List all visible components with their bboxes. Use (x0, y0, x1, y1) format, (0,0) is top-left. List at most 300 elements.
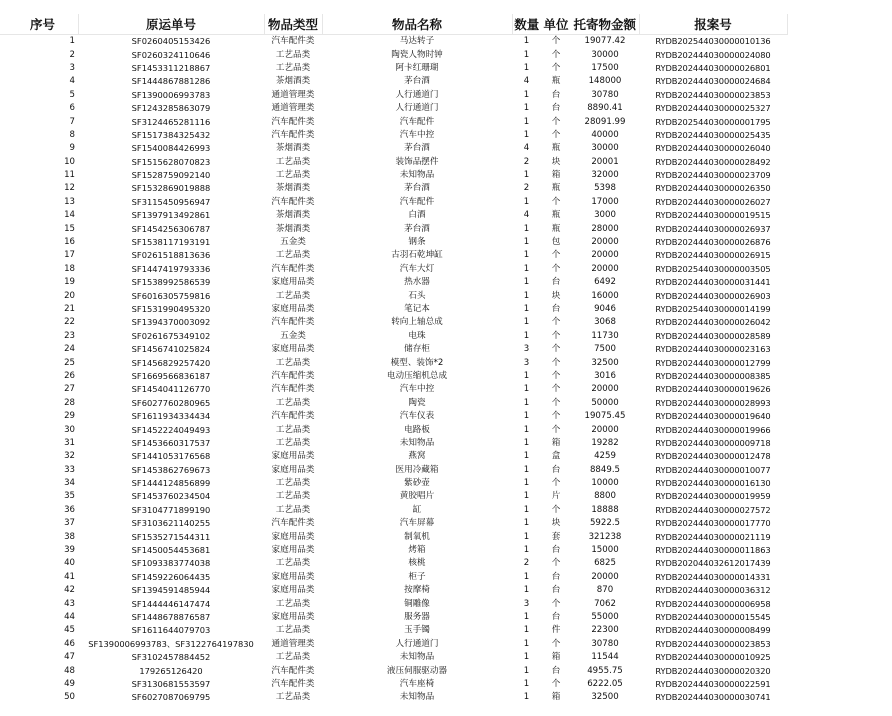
cell-index[interactable]: 22 (64, 317, 75, 328)
cell-report-no[interactable]: RYDB202444030000019959 (655, 491, 771, 502)
cell-amount[interactable]: 8890.41 (587, 103, 623, 114)
cell-unit[interactable]: 台 (551, 304, 561, 314)
cell-amount[interactable]: 5398 (594, 183, 616, 194)
cell-item-name[interactable]: 茅台酒 (404, 183, 430, 194)
cell-quantity[interactable]: 1 (523, 384, 530, 395)
cell-source-no[interactable]: SF1394370003092 (131, 317, 211, 328)
cell-amount[interactable]: 20000 (591, 237, 619, 248)
cell-category[interactable]: 通道管理类 (271, 638, 315, 649)
cell-item-name[interactable]: 转向上轴总成 (391, 317, 443, 328)
cell-unit[interactable]: 台 (551, 545, 561, 556)
cell-report-no[interactable]: RYDB202444030000010077 (655, 464, 771, 475)
cell-unit[interactable]: 个 (551, 129, 561, 140)
cell-amount[interactable]: 4955.75 (587, 665, 623, 676)
cell-quantity[interactable]: 1 (523, 652, 530, 663)
cell-item-name[interactable]: 储存柜 (404, 344, 430, 355)
cell-amount[interactable]: 32000 (591, 170, 619, 181)
cell-item-name[interactable]: 核桃 (408, 558, 426, 569)
cell-index[interactable]: 20 (64, 290, 75, 301)
cell-category[interactable]: 茶烟酒类 (275, 223, 311, 234)
cell-index[interactable]: 6 (69, 103, 75, 114)
cell-report-no[interactable]: RYDB202444030000024080 (655, 49, 771, 60)
cell-category[interactable]: 汽车配件类 (271, 384, 315, 395)
cell-category[interactable]: 汽车配件类 (271, 36, 315, 47)
cell-category[interactable]: 工艺品类 (275, 692, 311, 703)
cell-unit[interactable]: 片 (551, 491, 561, 502)
cell-item-name[interactable]: 石头 (408, 290, 426, 301)
cell-source-no[interactable]: SF1397913492861 (131, 210, 211, 221)
cell-unit[interactable]: 瓶 (551, 76, 561, 87)
cell-unit[interactable]: 个 (551, 424, 561, 435)
cell-index[interactable]: 33 (64, 464, 75, 475)
cell-source-no[interactable]: SF1394591485944 (131, 585, 211, 596)
cell-item-name[interactable]: 未知物品 (399, 652, 435, 663)
cell-index[interactable]: 38 (64, 531, 75, 542)
cell-report-no[interactable]: RYDB202444030000020320 (655, 665, 771, 676)
cell-category[interactable]: 家庭用品类 (271, 585, 315, 596)
cell-index[interactable]: 24 (64, 344, 75, 355)
cell-unit[interactable]: 台 (551, 571, 561, 582)
cell-quantity[interactable]: 4 (523, 76, 530, 87)
cell-source-no[interactable]: SF1611934334434 (131, 411, 211, 422)
cell-source-no[interactable]: SF0261518813636 (131, 250, 211, 261)
cell-report-no[interactable]: RYDB202544030000003505 (655, 263, 771, 274)
cell-item-name[interactable]: 汽车中控 (399, 129, 435, 140)
cell-item-name[interactable]: 未知物品 (399, 692, 435, 703)
cell-source-no[interactable]: SF3115450956947 (131, 196, 211, 207)
cell-source-no[interactable]: SF3124465281116 (131, 116, 211, 127)
cell-amount[interactable]: 20001 (591, 156, 619, 167)
cell-report-no[interactable]: RYDB202444030000016130 (655, 478, 771, 489)
cell-report-no[interactable]: RYDB202444030000028993 (655, 397, 771, 408)
cell-source-no[interactable]: SF0260324110646 (131, 49, 211, 60)
cell-category[interactable]: 汽车配件类 (271, 370, 315, 381)
cell-report-no[interactable]: RYDB202444030000022591 (655, 678, 771, 689)
cell-unit[interactable]: 个 (551, 678, 561, 689)
cell-report-no[interactable]: RYDB202444030000023163 (655, 344, 771, 355)
cell-amount[interactable]: 11730 (591, 330, 619, 341)
header-quantity[interactable]: 数量 (512, 14, 541, 35)
cell-index[interactable]: 11 (64, 170, 75, 181)
cell-unit[interactable]: 个 (551, 36, 561, 47)
cell-index[interactable]: 29 (64, 411, 75, 422)
cell-unit[interactable]: 个 (551, 504, 561, 515)
cell-item-name[interactable]: 阿卡红珊瑚 (395, 62, 439, 73)
cell-amount[interactable]: 22300 (591, 625, 619, 636)
cell-quantity[interactable]: 2 (523, 183, 530, 194)
cell-item-name[interactable]: 钢条 (408, 237, 426, 248)
cell-amount[interactable]: 28091.99 (584, 116, 626, 127)
cell-item-name[interactable]: 茅台酒 (404, 223, 430, 234)
cell-unit[interactable]: 个 (551, 196, 561, 207)
cell-quantity[interactable]: 1 (523, 36, 530, 47)
cell-source-no[interactable]: SF1454256306787 (131, 223, 211, 234)
cell-category[interactable]: 工艺品类 (275, 625, 311, 636)
cell-amount[interactable]: 870 (596, 585, 614, 596)
cell-source-no[interactable]: SF1390006993783、SF3122764197830 (88, 638, 254, 649)
cell-report-no[interactable]: RYDB202444030000026903 (655, 290, 771, 301)
header-source-no[interactable]: 原运单号 (78, 14, 264, 35)
cell-item-name[interactable]: 陶瓷人物时钟 (391, 49, 443, 60)
cell-quantity[interactable]: 1 (523, 665, 530, 676)
cell-source-no[interactable]: SF1531990495320 (131, 304, 211, 314)
cell-unit[interactable]: 个 (551, 62, 561, 73)
cell-quantity[interactable]: 1 (523, 638, 530, 649)
cell-index[interactable]: 21 (64, 304, 75, 314)
cell-unit[interactable]: 个 (551, 344, 561, 355)
cell-index[interactable]: 50 (64, 692, 75, 703)
cell-index[interactable]: 17 (64, 250, 75, 261)
cell-source-no[interactable]: SF1448678876587 (131, 611, 211, 622)
cell-report-no[interactable]: RYDB202444030000019640 (655, 411, 771, 422)
cell-index[interactable]: 9 (69, 143, 75, 154)
cell-report-no[interactable]: RYDB202444030000025327 (655, 103, 771, 114)
cell-item-name[interactable]: 烤箱 (408, 545, 426, 556)
cell-quantity[interactable]: 1 (523, 304, 530, 314)
cell-index[interactable]: 30 (64, 424, 75, 435)
cell-quantity[interactable]: 1 (523, 437, 530, 448)
cell-quantity[interactable]: 1 (523, 49, 530, 60)
cell-category[interactable]: 五金类 (280, 330, 306, 341)
cell-amount[interactable]: 11544 (591, 652, 619, 663)
cell-source-no[interactable]: SF1456741025824 (131, 344, 211, 355)
cell-item-name[interactable]: 制氧机 (404, 531, 430, 542)
cell-amount[interactable]: 16000 (591, 290, 619, 301)
cell-quantity[interactable]: 1 (523, 571, 530, 582)
cell-report-no[interactable]: RYDB202444030000008499 (655, 625, 771, 636)
cell-category[interactable]: 工艺品类 (275, 598, 311, 609)
cell-index[interactable]: 26 (64, 370, 75, 381)
cell-category[interactable]: 家庭用品类 (271, 277, 315, 288)
cell-category[interactable]: 工艺品类 (275, 170, 311, 181)
cell-source-no[interactable]: SF1532869019888 (131, 183, 211, 194)
cell-quantity[interactable]: 1 (523, 263, 530, 274)
cell-source-no[interactable]: SF1515628070823 (131, 156, 211, 167)
cell-index[interactable]: 48 (64, 665, 75, 676)
cell-report-no[interactable]: RYDB202444030000028589 (655, 330, 771, 341)
cell-quantity[interactable]: 1 (523, 170, 530, 181)
cell-item-name[interactable]: 汽车屏幕 (399, 518, 435, 529)
cell-source-no[interactable]: SF1535271544311 (131, 531, 211, 542)
cell-unit[interactable]: 个 (551, 330, 561, 341)
cell-source-no[interactable]: SF1093383774038 (131, 558, 211, 569)
cell-unit[interactable]: 个 (551, 478, 561, 489)
header-index[interactable]: 序号 (0, 14, 78, 35)
cell-index[interactable]: 44 (64, 611, 75, 622)
cell-category[interactable]: 家庭用品类 (271, 545, 315, 556)
cell-report-no[interactable]: RYDB202444030000010925 (655, 652, 771, 663)
cell-item-name[interactable]: 未知物品 (399, 437, 435, 448)
cell-quantity[interactable]: 1 (523, 129, 530, 140)
cell-index[interactable]: 14 (64, 210, 75, 221)
cell-quantity[interactable]: 1 (523, 397, 530, 408)
cell-unit[interactable]: 个 (551, 598, 561, 609)
cell-index[interactable]: 12 (64, 183, 75, 194)
cell-category[interactable]: 汽车配件类 (271, 129, 315, 140)
cell-amount[interactable]: 9046 (594, 304, 616, 314)
cell-source-no[interactable]: SF1441053176568 (131, 451, 211, 462)
cell-report-no[interactable]: RYDB202444030000026937 (655, 223, 771, 234)
cell-quantity[interactable]: 1 (523, 250, 530, 261)
cell-amount[interactable]: 4259 (594, 451, 616, 462)
cell-amount[interactable]: 17500 (591, 62, 619, 73)
cell-source-no[interactable]: SF1452224049493 (131, 424, 211, 435)
cell-amount[interactable]: 19282 (591, 437, 619, 448)
cell-unit[interactable]: 台 (551, 665, 561, 676)
cell-unit[interactable]: 个 (551, 370, 561, 381)
cell-unit[interactable]: 台 (551, 89, 561, 100)
cell-quantity[interactable]: 1 (523, 237, 530, 248)
cell-report-no[interactable]: RYDB202444030000036312 (655, 585, 771, 596)
cell-report-no[interactable]: RYDB202444030000031441 (655, 277, 771, 288)
cell-quantity[interactable]: 1 (523, 330, 530, 341)
cell-unit[interactable]: 箱 (551, 437, 561, 448)
cell-amount[interactable]: 50000 (591, 397, 619, 408)
cell-category[interactable]: 汽车配件类 (271, 263, 315, 274)
cell-source-no[interactable]: SF1453862769673 (131, 464, 211, 475)
cell-quantity[interactable]: 1 (523, 504, 530, 515)
cell-report-no[interactable]: RYDB202444030000023853 (655, 89, 771, 100)
cell-category[interactable]: 茶烟酒类 (275, 183, 311, 194)
cell-category[interactable]: 家庭用品类 (271, 451, 315, 462)
cell-item-name[interactable]: 玉手镯 (404, 625, 430, 636)
cell-category[interactable]: 工艺品类 (275, 558, 311, 569)
cell-source-no[interactable]: SF1447419793336 (131, 263, 211, 274)
cell-category[interactable]: 工艺品类 (275, 504, 311, 515)
cell-category[interactable]: 工艺品类 (275, 397, 311, 408)
cell-source-no[interactable]: SF0260405153426 (131, 36, 211, 47)
cell-unit[interactable]: 箱 (551, 692, 561, 703)
cell-unit[interactable]: 台 (551, 277, 561, 288)
cell-quantity[interactable]: 3 (523, 357, 530, 368)
cell-category[interactable]: 汽车配件类 (271, 518, 315, 529)
cell-unit[interactable]: 台 (551, 103, 561, 114)
cell-quantity[interactable]: 1 (523, 116, 530, 127)
cell-index[interactable]: 5 (69, 89, 75, 100)
cell-category[interactable]: 工艺品类 (275, 290, 311, 301)
cell-quantity[interactable]: 1 (523, 62, 530, 73)
cell-report-no[interactable]: RYDB202444030000023709 (655, 170, 771, 181)
cell-quantity[interactable]: 1 (523, 370, 530, 381)
cell-unit[interactable]: 瓶 (551, 183, 561, 194)
cell-amount[interactable]: 20000 (591, 571, 619, 582)
cell-report-no[interactable]: RYDB202444030000006958 (655, 598, 771, 609)
cell-index[interactable]: 15 (64, 223, 75, 234)
cell-category[interactable]: 茶烟酒类 (275, 143, 311, 154)
cell-item-name[interactable]: 医用冷藏箱 (395, 464, 439, 475)
cell-category[interactable]: 汽车配件类 (271, 116, 315, 127)
cell-index[interactable]: 40 (64, 558, 75, 569)
cell-quantity[interactable]: 1 (523, 451, 530, 462)
cell-amount[interactable]: 10000 (591, 478, 619, 489)
cell-index[interactable]: 2 (69, 49, 75, 60)
cell-index[interactable]: 47 (64, 652, 75, 663)
cell-report-no[interactable]: RYDB202444030000019966 (655, 424, 771, 435)
cell-item-name[interactable]: 紫砂壶 (404, 478, 430, 489)
cell-category[interactable]: 通道管理类 (271, 103, 315, 114)
cell-item-name[interactable]: 茅台酒 (404, 76, 430, 87)
cell-report-no[interactable]: RYDB202444030000026350 (655, 183, 771, 194)
cell-index[interactable]: 3 (69, 62, 75, 73)
cell-index[interactable]: 35 (64, 491, 75, 502)
cell-item-name[interactable]: 按摩椅 (404, 585, 430, 596)
cell-quantity[interactable]: 1 (523, 585, 530, 596)
cell-item-name[interactable]: 古羽石乾坤缸 (391, 250, 443, 261)
cell-quantity[interactable]: 1 (523, 223, 530, 234)
cell-amount[interactable]: 20000 (591, 384, 619, 395)
cell-source-no[interactable]: SF1444867881286 (131, 76, 211, 87)
cell-unit[interactable]: 块 (551, 290, 561, 301)
cell-item-name[interactable]: 汽车中控 (399, 384, 435, 395)
cell-unit[interactable]: 瓶 (551, 223, 561, 234)
cell-index[interactable]: 16 (64, 237, 75, 248)
cell-unit[interactable]: 个 (551, 250, 561, 261)
cell-report-no[interactable]: RYDB202044032612017439 (655, 558, 771, 569)
cell-item-name[interactable]: 陶瓷 (408, 397, 426, 408)
cell-source-no[interactable]: SF1669566836187 (131, 370, 211, 381)
cell-quantity[interactable]: 1 (523, 678, 530, 689)
cell-source-no[interactable]: SF1453311218867 (131, 62, 211, 73)
cell-unit[interactable]: 个 (551, 263, 561, 274)
cell-quantity[interactable]: 1 (523, 692, 530, 703)
cell-source-no[interactable]: SF1450054453681 (131, 545, 211, 556)
cell-source-no[interactable]: SF1528759092140 (131, 170, 211, 181)
cell-source-no[interactable]: SF1538992586539 (131, 277, 211, 288)
cell-index[interactable]: 34 (64, 478, 75, 489)
cell-item-name[interactable]: 模型、装饰*2 (390, 357, 444, 368)
cell-item-name[interactable]: 装饰品摆件 (395, 156, 439, 167)
cell-unit[interactable]: 盒 (551, 451, 561, 462)
cell-index[interactable]: 4 (69, 76, 75, 87)
cell-quantity[interactable]: 3 (523, 344, 530, 355)
cell-item-name[interactable]: 汽车配件 (399, 196, 435, 207)
cell-quantity[interactable]: 3 (523, 598, 530, 609)
cell-source-no[interactable]: SF1444124856899 (131, 478, 211, 489)
cell-index[interactable]: 10 (64, 156, 75, 167)
cell-category[interactable]: 家庭用品类 (271, 531, 315, 542)
cell-amount[interactable]: 6825 (594, 558, 616, 569)
cell-unit[interactable]: 个 (551, 357, 561, 368)
cell-amount[interactable]: 321238 (588, 531, 622, 542)
cell-report-no[interactable]: RYDB202444030000026042 (655, 317, 771, 328)
cell-amount[interactable]: 17000 (591, 196, 619, 207)
cell-quantity[interactable]: 1 (523, 545, 530, 556)
cell-category[interactable]: 工艺品类 (275, 491, 311, 502)
cell-amount[interactable]: 28000 (591, 223, 619, 234)
cell-item-name[interactable]: 电珠 (408, 330, 426, 341)
cell-report-no[interactable]: RYDB202444030000026876 (655, 237, 771, 248)
cell-category[interactable]: 家庭用品类 (271, 571, 315, 582)
cell-quantity[interactable]: 1 (523, 611, 530, 622)
cell-index[interactable]: 8 (69, 129, 75, 140)
cell-report-no[interactable]: RYDB202444030000019626 (655, 384, 771, 395)
cell-index[interactable]: 23 (64, 330, 75, 341)
cell-amount[interactable]: 7500 (594, 344, 616, 355)
cell-quantity[interactable]: 1 (523, 89, 530, 100)
cell-amount[interactable]: 8800 (594, 491, 616, 502)
cell-item-name[interactable]: 燕窝 (408, 451, 426, 462)
cell-item-name[interactable]: 电路板 (404, 424, 430, 435)
cell-index[interactable]: 37 (64, 518, 75, 529)
cell-amount[interactable]: 30780 (591, 89, 619, 100)
cell-report-no[interactable]: RYDB202544030000014199 (655, 304, 771, 314)
cell-report-no[interactable]: RYDB202444030000026027 (655, 196, 771, 207)
cell-quantity[interactable]: 1 (523, 317, 530, 328)
cell-source-no[interactable]: 179265126420 (139, 665, 203, 676)
cell-item-name[interactable]: 电动压缩机总成 (386, 370, 448, 381)
cell-unit[interactable]: 个 (551, 558, 561, 569)
cell-index[interactable]: 42 (64, 585, 75, 596)
cell-unit[interactable]: 台 (551, 464, 561, 475)
cell-item-name[interactable]: 汽车大灯 (399, 263, 435, 274)
cell-source-no[interactable]: SF6027760280965 (131, 397, 211, 408)
cell-source-no[interactable]: SF1611644079703 (131, 625, 211, 636)
cell-amount[interactable]: 30000 (591, 49, 619, 60)
cell-unit[interactable]: 个 (551, 49, 561, 60)
cell-source-no[interactable]: SF1459226064435 (131, 571, 211, 582)
cell-source-no[interactable]: SF1453660317537 (131, 437, 211, 448)
cell-item-name[interactable]: 汽车座椅 (399, 678, 435, 689)
cell-index[interactable]: 27 (64, 384, 75, 395)
cell-source-no[interactable]: SF1517384325432 (131, 129, 211, 140)
cell-index[interactable]: 1 (69, 36, 75, 47)
cell-amount[interactable]: 6222.05 (587, 678, 623, 689)
cell-unit[interactable]: 瓶 (551, 210, 561, 221)
cell-source-no[interactable]: SF1540084426993 (131, 143, 211, 154)
cell-item-name[interactable]: 液压伺服驱动器 (386, 665, 448, 676)
cell-source-no[interactable]: SF1456829257420 (131, 357, 211, 368)
cell-category[interactable]: 汽车配件类 (271, 411, 315, 422)
cell-source-no[interactable]: SF1454041126770 (131, 384, 211, 395)
cell-report-no[interactable]: RYDB202444030000019515 (655, 210, 771, 221)
cell-amount[interactable]: 148000 (588, 76, 622, 87)
cell-source-no[interactable]: SF6027087069795 (131, 692, 211, 703)
cell-report-no[interactable]: RYDB202444030000014331 (655, 571, 771, 582)
cell-quantity[interactable]: 1 (523, 424, 530, 435)
cell-report-no[interactable]: RYDB202444030000026040 (655, 143, 771, 154)
cell-index[interactable]: 41 (64, 571, 75, 582)
cell-category[interactable]: 工艺品类 (275, 156, 311, 167)
cell-report-no[interactable]: RYDB202544030000001795 (655, 116, 771, 127)
cell-amount[interactable]: 30000 (591, 143, 619, 154)
cell-item-name[interactable]: 人行通道门 (395, 89, 439, 100)
cell-category[interactable]: 工艺品类 (275, 62, 311, 73)
cell-unit[interactable]: 箱 (551, 652, 561, 663)
cell-index[interactable]: 28 (64, 397, 75, 408)
cell-category[interactable]: 工艺品类 (275, 357, 311, 368)
cell-quantity[interactable]: 1 (523, 518, 530, 529)
cell-item-name[interactable]: 马达转子 (399, 36, 435, 47)
cell-amount[interactable]: 19075.45 (584, 411, 626, 422)
header-report-no[interactable]: 报案号 (639, 14, 787, 35)
header-unit[interactable]: 单位 (541, 14, 571, 35)
cell-report-no[interactable]: RYDB202444030000026801 (655, 62, 771, 73)
cell-source-no[interactable]: SF1444446147474 (131, 598, 211, 609)
cell-index[interactable]: 32 (64, 451, 75, 462)
cell-unit[interactable]: 个 (551, 116, 561, 127)
cell-category[interactable]: 工艺品类 (275, 437, 311, 448)
cell-item-name[interactable]: 汽车仪表 (399, 411, 435, 422)
cell-category[interactable]: 家庭用品类 (271, 611, 315, 622)
cell-report-no[interactable]: RYDB202444030000015545 (655, 611, 771, 622)
cell-unit[interactable]: 包 (551, 237, 561, 248)
cell-amount[interactable]: 32500 (591, 357, 619, 368)
cell-amount[interactable]: 40000 (591, 129, 619, 140)
cell-item-name[interactable]: 人行通道门 (395, 103, 439, 114)
cell-report-no[interactable]: RYDB202444030000027572 (655, 504, 771, 515)
cell-item-name[interactable]: 铜雕像 (404, 598, 430, 609)
cell-quantity[interactable]: 1 (523, 464, 530, 475)
